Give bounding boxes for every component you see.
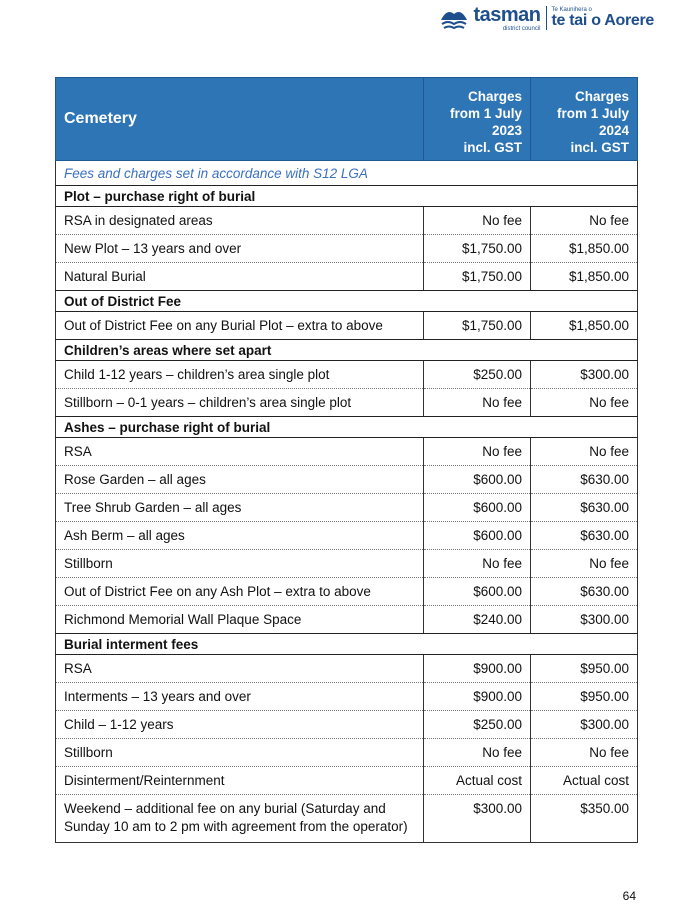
logo-divider	[546, 6, 547, 30]
charge-2023: $600.00	[424, 522, 531, 550]
fee-description: New Plot – 13 years and over	[56, 235, 424, 263]
intro-row	[56, 161, 638, 186]
table-row	[56, 235, 638, 263]
table-row	[56, 389, 638, 417]
charge-2024: No fee	[531, 389, 638, 417]
charge-2023: No fee	[424, 739, 531, 767]
charge-2023: No fee	[424, 207, 531, 235]
fee-description: Stillborn	[56, 550, 424, 578]
table-row	[56, 361, 638, 389]
fee-description: Rose Garden – all ages	[56, 466, 424, 494]
fee-description: Child 1-12 years – children’s area single plot	[56, 361, 424, 389]
section-header-row	[56, 634, 638, 655]
charge-2024: No fee	[531, 550, 638, 578]
table-row	[56, 683, 638, 711]
charge-2023: $1,750.00	[424, 312, 531, 340]
fee-description: Ash Berm – all ages	[56, 522, 424, 550]
cemetery-fees-table	[55, 77, 638, 843]
header-charges-2023	[424, 78, 531, 161]
charge-2023: $900.00	[424, 655, 531, 683]
page-number: 64	[622, 889, 636, 903]
table-header-row	[56, 78, 638, 161]
logo-subtitle: district council	[502, 25, 541, 32]
fee-description: Out of District Fee on any Ash Plot – extra to above	[56, 578, 424, 606]
logo-maori-name: te tai o Aorere	[551, 12, 654, 29]
section-heading: Children’s areas where set apart	[56, 340, 638, 361]
fee-description: Disinterment/Reinternment	[56, 767, 424, 795]
charge-2024: No fee	[531, 207, 638, 235]
charge-2024: No fee	[531, 739, 638, 767]
charge-2024: $950.00	[531, 683, 638, 711]
section-header-row	[56, 340, 638, 361]
charge-2024: $1,850.00	[531, 235, 638, 263]
charge-2023: No fee	[424, 550, 531, 578]
table-row	[56, 438, 638, 466]
charge-2023: $600.00	[424, 494, 531, 522]
header-line: from 1 July	[449, 106, 522, 121]
fee-description: Tree Shrub Garden – all ages	[56, 494, 424, 522]
charge-2023: $600.00	[424, 466, 531, 494]
charge-2023: $1,750.00	[424, 235, 531, 263]
table-row	[56, 550, 638, 578]
charge-2024: $630.00	[531, 578, 638, 606]
fee-description: RSA	[56, 655, 424, 683]
table-row	[56, 767, 638, 795]
charge-2023: $1,750.00	[424, 263, 531, 291]
charge-2024: $1,850.00	[531, 263, 638, 291]
table-row	[56, 739, 638, 767]
header-line: incl. GST	[570, 140, 629, 155]
tasman-logo-icon	[439, 6, 469, 30]
fee-description: RSA	[56, 438, 424, 466]
logo-name: tasman	[473, 3, 541, 26]
section-heading: Plot – purchase right of burial	[56, 186, 638, 207]
charge-2024: $1,850.00	[531, 312, 638, 340]
header-line: 2023	[491, 123, 522, 138]
charge-2023: $600.00	[424, 578, 531, 606]
header-line: from 1 July	[556, 106, 629, 121]
table-row	[56, 522, 638, 550]
logo-maori-small: Te Kaunihera o	[551, 7, 592, 13]
table-row	[56, 263, 638, 291]
charge-2024: $950.00	[531, 655, 638, 683]
charge-2023: $240.00	[424, 606, 531, 634]
charge-2024: $350.00	[531, 795, 638, 843]
section-heading: Out of District Fee	[56, 291, 638, 312]
table-row	[56, 207, 638, 235]
charge-2024: No fee	[531, 438, 638, 466]
charge-2024: $300.00	[531, 361, 638, 389]
charge-2024: $630.00	[531, 494, 638, 522]
charge-2024: $300.00	[531, 711, 638, 739]
fee-description: Weekend – additional fee on any burial (Saturday and Sunday 10 am to 2 pm with agreement from the operator)	[56, 795, 424, 843]
charge-2024: $630.00	[531, 466, 638, 494]
section-header-row	[56, 186, 638, 207]
charge-2023: No fee	[424, 438, 531, 466]
table-row	[56, 578, 638, 606]
fee-description: Stillborn – 0-1 years – children’s area single plot	[56, 389, 424, 417]
header-line: Charges	[467, 89, 522, 104]
fee-description: Interments – 13 years and over	[56, 683, 424, 711]
charge-2023: $300.00	[424, 795, 531, 843]
table-row	[56, 466, 638, 494]
header-charges-2024	[531, 78, 638, 161]
fee-description: Natural Burial	[56, 263, 424, 291]
intro-text: Fees and charges set in accordance with S12 LGA	[56, 161, 638, 186]
fee-description: Stillborn	[56, 739, 424, 767]
fee-description: RSA in designated areas	[56, 207, 424, 235]
header-line: incl. GST	[463, 140, 522, 155]
table-title: Cemetery	[56, 78, 424, 161]
charge-2023: $900.00	[424, 683, 531, 711]
table-row	[56, 711, 638, 739]
section-header-row	[56, 291, 638, 312]
table-row	[56, 655, 638, 683]
charge-2023: $250.00	[424, 711, 531, 739]
fee-description: Child – 1-12 years	[56, 711, 424, 739]
header-line: Charges	[574, 89, 629, 104]
charge-2024: $630.00	[531, 522, 638, 550]
section-header-row	[56, 417, 638, 438]
table-row	[56, 606, 638, 634]
fee-description: Out of District Fee on any Burial Plot – extra to above	[56, 312, 424, 340]
table-row	[56, 795, 638, 843]
fee-description: Richmond Memorial Wall Plaque Space	[56, 606, 424, 634]
section-heading: Ashes – purchase right of burial	[56, 417, 638, 438]
council-logo	[439, 4, 654, 32]
charge-2023: $250.00	[424, 361, 531, 389]
table-row	[56, 494, 638, 522]
section-heading: Burial interment fees	[56, 634, 638, 655]
charge-2024: $300.00	[531, 606, 638, 634]
header-line: 2024	[598, 123, 629, 138]
table-row	[56, 312, 638, 340]
charge-2023: Actual cost	[424, 767, 531, 795]
charge-2023: No fee	[424, 389, 531, 417]
charge-2024: Actual cost	[531, 767, 638, 795]
